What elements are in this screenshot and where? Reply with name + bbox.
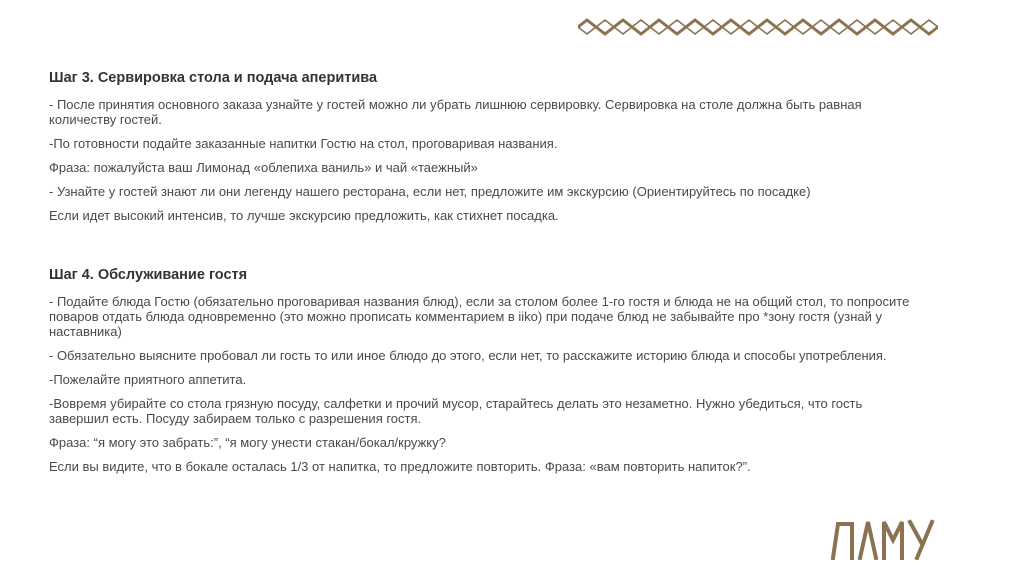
step-4-title: Шаг 4. Обслуживание гостя <box>49 267 248 283</box>
step-3-title: Шаг 3. Сервировка стола и подача аперитива <box>49 70 378 86</box>
lamu-logo <box>830 518 938 560</box>
document-content <box>49 70 919 483</box>
step-3-section <box>49 70 919 223</box>
step-3-paragraph: -По готовности подайте заказанные напитки Гостю на стол, проговаривая названия. <box>49 136 558 151</box>
wave-ornament-icon <box>578 18 938 36</box>
step-3-paragraph: Фраза: пожалуйста ваш Лимонад «облепиха ваниль» и чай «таежный» <box>49 160 478 175</box>
step-3-paragraph: - Узнайте у гостей знают ли они легенду нашего ресторана, если нет, предложите им экскурсию (Ориентируйтесь по посадке) <box>49 184 811 199</box>
step-4-paragraph: - Подайте блюда Гостю (обязательно проговаривая названия блюд), если за столом более 1-го гостя и блюда не на общий стол, то попросите поваров отдать блюда одновременно (это можно прописать комментарием в iiko) при подаче блюд не забывайте про *зону гостя (узнай у наставника) <box>49 294 910 339</box>
step-4-paragraph: -Пожелайте приятного аппетита. <box>49 372 247 387</box>
step-4-paragraph: -Вовремя убирайте со стола грязную посуду, салфетки и прочий мусор, старайтесь делать это незаметно. Нужно убедиться, что гость завершил есть. Посуду забираем только с разрешения гостя. <box>49 396 863 426</box>
step-4-paragraph: Если вы видите, что в бокале осталась 1/3 от напитка, то предложите повторить. Фраза: «вам повторить напиток?”. <box>49 459 751 474</box>
step-4-paragraph: - Обязательно выясните пробовал ли гость то или иное блюдо до этого, если нет, то расскажите историю блюда и способы употребления. <box>49 348 887 363</box>
step-4-paragraph: Фраза: “я могу это забрать:”, “я могу унести стакан/бокал/кружку? <box>49 435 446 450</box>
step-4-section <box>49 267 919 474</box>
step-3-paragraph: Если идет высокий интенсив, то лучше экскурсию предложить, как стихнет посадка. <box>49 208 559 223</box>
step-3-paragraph: - После принятия основного заказа узнайте у гостей можно ли убрать лишнюю сервировку. Сервировка на столе должна быть равная количеству гостей. <box>49 97 862 127</box>
